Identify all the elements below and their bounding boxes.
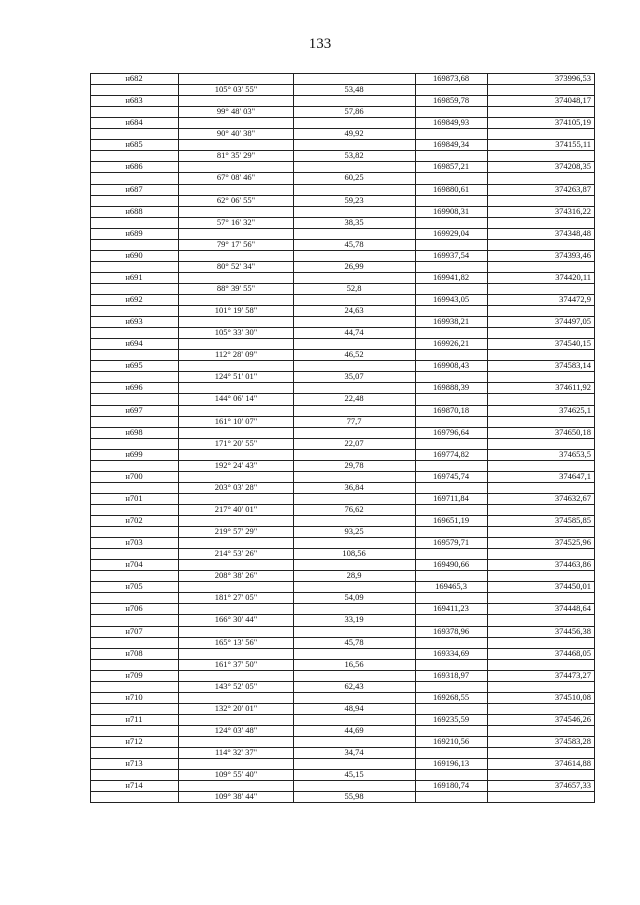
- segment-direction-angle: 144° 06' 14": [214, 393, 258, 404]
- segment-distance: 60,25: [344, 172, 364, 183]
- point-name: н700: [125, 470, 143, 481]
- point-name: н695: [125, 360, 143, 371]
- segment-direction-angle: 90° 40' 38": [216, 128, 256, 139]
- point-name: н693: [125, 316, 143, 327]
- segment-direction-angle: 105° 03' 55": [214, 84, 258, 95]
- segment-direction-angle: 171° 20' 55": [214, 437, 258, 448]
- segment-distance: 24,63: [344, 305, 364, 316]
- point-name: н697: [125, 404, 143, 415]
- point-x-coordinate: 169196,13: [432, 758, 470, 769]
- segment-direction-angle: 109° 55' 40": [214, 769, 258, 780]
- segment-distance: 49,92: [344, 128, 364, 139]
- segment-distance: 93,25: [344, 526, 364, 537]
- column-divider: [178, 73, 179, 802]
- point-x-coordinate: 169880,61: [432, 183, 470, 194]
- point-name: н698: [125, 426, 143, 437]
- point-name: н712: [125, 736, 143, 746]
- point-x-coordinate: 169745,74: [432, 470, 470, 481]
- point-name: н701: [125, 492, 143, 503]
- column-divider: [594, 73, 595, 802]
- point-y-coordinate: 374611,92: [555, 382, 591, 393]
- point-y-coordinate: 374468,05: [554, 647, 591, 658]
- point-x-coordinate: 169873,68: [432, 73, 470, 83]
- point-y-coordinate: 374393,46: [554, 249, 591, 260]
- segment-distance: 53,48: [344, 84, 364, 95]
- point-y-coordinate: 374583,14: [554, 360, 591, 371]
- segment-direction-angle: 208° 38' 26": [214, 570, 258, 581]
- point-y-coordinate: 374348,48: [554, 227, 591, 238]
- point-name: н690: [125, 249, 143, 260]
- point-y-coordinate: 374497,05: [554, 316, 591, 327]
- point-name: н708: [125, 647, 143, 658]
- point-y-coordinate: 374155,11: [555, 139, 591, 150]
- point-name: н699: [125, 448, 143, 459]
- point-y-coordinate: 374048,17: [554, 95, 591, 106]
- point-x-coordinate: 169235,59: [432, 713, 470, 724]
- segment-direction-angle: 99° 48' 03": [216, 106, 256, 117]
- point-name: н706: [125, 603, 143, 614]
- point-x-coordinate: 169929,04: [432, 227, 470, 238]
- point-y-coordinate: 374316,22: [554, 205, 591, 216]
- row-divider: [90, 802, 595, 803]
- point-name: н691: [125, 271, 143, 282]
- segment-direction-angle: 112° 28' 09": [214, 349, 258, 360]
- point-x-coordinate: 169908,43: [432, 360, 470, 371]
- point-name: н702: [125, 515, 143, 525]
- segment-direction-angle: 143° 52' 05": [214, 680, 258, 691]
- point-y-coordinate: 374585,85: [554, 515, 591, 525]
- segment-direction-angle: 214° 53' 26": [214, 548, 258, 559]
- point-x-coordinate: 169849,93: [432, 117, 470, 128]
- segment-direction-angle: 203° 03' 28": [214, 481, 258, 492]
- segment-distance: 57,86: [344, 106, 364, 117]
- point-name: н686: [125, 161, 143, 172]
- segment-distance: 45,15: [344, 769, 364, 780]
- segment-distance: 29,78: [344, 459, 364, 470]
- point-x-coordinate: 169870,18: [432, 404, 470, 415]
- point-y-coordinate: 374456,38: [554, 625, 591, 636]
- segment-direction-angle: 80° 52' 34": [216, 260, 256, 271]
- segment-distance: 28,9: [346, 570, 362, 581]
- point-name: н711: [125, 713, 143, 724]
- point-y-coordinate: 374472,9: [559, 294, 591, 304]
- segment-distance: 35,07: [344, 371, 364, 382]
- point-name: н703: [125, 537, 143, 548]
- point-x-coordinate: 169857,21: [432, 161, 470, 172]
- point-x-coordinate: 169490,66: [432, 559, 470, 570]
- point-y-coordinate: 374540,15: [554, 338, 591, 349]
- column-divider: [487, 73, 488, 802]
- column-divider: [90, 73, 91, 802]
- segment-distance: 38,35: [344, 216, 364, 227]
- segment-direction-angle: 62° 06' 55": [216, 194, 256, 205]
- segment-direction-angle: 88° 39' 55": [216, 282, 256, 293]
- segment-distance: 48,94: [344, 702, 364, 713]
- point-name: н713: [125, 758, 143, 769]
- segment-direction-angle: 79° 17' 56": [216, 238, 256, 249]
- segment-direction-angle: 166° 30' 44": [214, 614, 258, 625]
- point-y-coordinate: 374105,19: [554, 117, 591, 128]
- point-x-coordinate: 169888,39: [432, 382, 470, 393]
- segment-distance: 45,78: [344, 238, 364, 249]
- point-x-coordinate: 169943,05: [432, 294, 470, 304]
- point-x-coordinate: 169210,56: [432, 736, 470, 746]
- page-number: 133: [308, 36, 332, 52]
- point-y-coordinate: 374263,87: [554, 183, 591, 194]
- point-x-coordinate: 169268,55: [432, 691, 470, 702]
- segment-distance: 16,56: [344, 658, 364, 669]
- point-name: н685: [125, 139, 143, 150]
- segment-distance: 62,43: [344, 680, 364, 691]
- segment-distance: 36,84: [344, 481, 364, 492]
- point-y-coordinate: 374614,88: [554, 758, 591, 769]
- segment-distance: 53,82: [344, 150, 364, 161]
- segment-direction-angle: 192° 24' 43": [214, 459, 258, 470]
- coordinate-table: [90, 73, 595, 802]
- segment-direction-angle: 67° 08' 46": [216, 172, 256, 183]
- segment-distance: 44,74: [344, 327, 364, 338]
- point-y-coordinate: 374546,26: [554, 713, 591, 724]
- point-x-coordinate: 169465,3: [435, 581, 467, 592]
- segment-distance: 22,48: [344, 393, 364, 404]
- point-x-coordinate: 169651,19: [432, 515, 470, 525]
- point-x-coordinate: 169908,31: [432, 205, 470, 216]
- segment-distance: 22,07: [344, 437, 364, 448]
- segment-direction-angle: 161° 10' 07": [214, 415, 258, 426]
- segment-distance: 77,7: [346, 415, 362, 426]
- point-y-coordinate: 374450,01: [554, 581, 591, 592]
- segment-distance: 55,98: [344, 791, 364, 802]
- segment-distance: 59,23: [344, 194, 364, 205]
- point-x-coordinate: 169378,96: [432, 625, 470, 636]
- segment-direction-angle: 181° 27' 05": [214, 592, 258, 603]
- point-x-coordinate: 169938,21: [432, 316, 470, 327]
- segment-distance: 45,78: [344, 636, 364, 647]
- segment-distance: 46,52: [344, 349, 364, 360]
- point-y-coordinate: 374647,1: [559, 470, 591, 481]
- point-name: н710: [125, 691, 143, 702]
- point-y-coordinate: 374420,11: [555, 271, 591, 282]
- point-y-coordinate: 374625,1: [559, 404, 591, 415]
- column-divider: [293, 73, 294, 802]
- point-x-coordinate: 169180,74: [432, 780, 470, 791]
- segment-distance: 54,09: [344, 592, 364, 603]
- point-x-coordinate: 169926,21: [432, 338, 470, 349]
- segment-direction-angle: 57° 16' 32": [216, 216, 256, 227]
- point-y-coordinate: 374653,5: [559, 448, 591, 459]
- segment-direction-angle: 124° 51' 01": [214, 371, 258, 382]
- point-x-coordinate: 169334,69: [432, 647, 470, 658]
- point-y-coordinate: 374208,35: [554, 161, 591, 172]
- point-x-coordinate: 169941,82: [432, 271, 470, 282]
- point-name: н682: [125, 73, 143, 83]
- point-x-coordinate: 169774,82: [432, 448, 470, 459]
- point-name: н688: [125, 205, 143, 216]
- point-name: н705: [125, 581, 143, 592]
- point-y-coordinate: 374448,64: [554, 603, 591, 614]
- column-divider: [415, 73, 416, 802]
- segment-direction-angle: 109° 38' 44": [214, 791, 258, 802]
- point-x-coordinate: 169796,64: [432, 426, 470, 437]
- point-x-coordinate: 169579,71: [432, 537, 470, 548]
- segment-distance: 26,99: [344, 260, 364, 271]
- segment-distance: 108,56: [342, 548, 366, 559]
- point-y-coordinate: 374525,96: [554, 537, 591, 548]
- point-x-coordinate: 169937,54: [432, 249, 470, 260]
- point-name: н683: [125, 95, 143, 106]
- segment-distance: 76,62: [344, 503, 364, 514]
- point-name: н704: [125, 559, 143, 570]
- segment-distance: 44,69: [344, 724, 364, 735]
- point-x-coordinate: 169711,84: [433, 492, 469, 503]
- segment-distance: 33,19: [344, 614, 364, 625]
- point-y-coordinate: 374650,18: [554, 426, 591, 437]
- point-name: н687: [125, 183, 143, 194]
- point-x-coordinate: 169849,34: [432, 139, 470, 150]
- segment-direction-angle: 161° 37' 50": [214, 658, 258, 669]
- point-name: н709: [125, 669, 143, 680]
- point-y-coordinate: 373996,53: [554, 73, 591, 83]
- segment-direction-angle: 114° 32' 37": [214, 747, 258, 758]
- point-name: н707: [125, 625, 143, 636]
- point-name: н696: [125, 382, 143, 393]
- segment-direction-angle: 165° 13' 56": [214, 636, 258, 647]
- segment-direction-angle: 219° 57' 29": [214, 526, 258, 537]
- point-name: н689: [125, 227, 143, 238]
- segment-direction-angle: 132° 20' 01": [214, 702, 258, 713]
- segment-direction-angle: 101° 19' 58": [214, 305, 258, 316]
- segment-direction-angle: 105° 33' 30": [214, 327, 258, 338]
- point-x-coordinate: 169411,23: [433, 603, 469, 614]
- point-x-coordinate: 169859,78: [432, 95, 470, 106]
- point-y-coordinate: 374657,33: [554, 780, 591, 791]
- point-name: н684: [125, 117, 143, 128]
- segment-direction-angle: 124° 03' 48": [214, 724, 258, 735]
- segment-direction-angle: 81° 35' 29": [216, 150, 256, 161]
- point-y-coordinate: 374473,27: [554, 669, 591, 680]
- point-name: н714: [125, 780, 143, 791]
- point-x-coordinate: 169318,97: [432, 669, 470, 680]
- segment-distance: 52,8: [346, 282, 362, 293]
- point-name: н694: [125, 338, 143, 349]
- point-y-coordinate: 374510,08: [554, 691, 591, 702]
- point-y-coordinate: 374632,67: [554, 492, 591, 503]
- point-y-coordinate: 374463,86: [554, 559, 591, 570]
- point-name: н692: [125, 294, 143, 304]
- segment-distance: 34,74: [344, 747, 364, 758]
- point-y-coordinate: 374583,28: [554, 736, 591, 746]
- segment-direction-angle: 217° 40' 01": [214, 503, 258, 514]
